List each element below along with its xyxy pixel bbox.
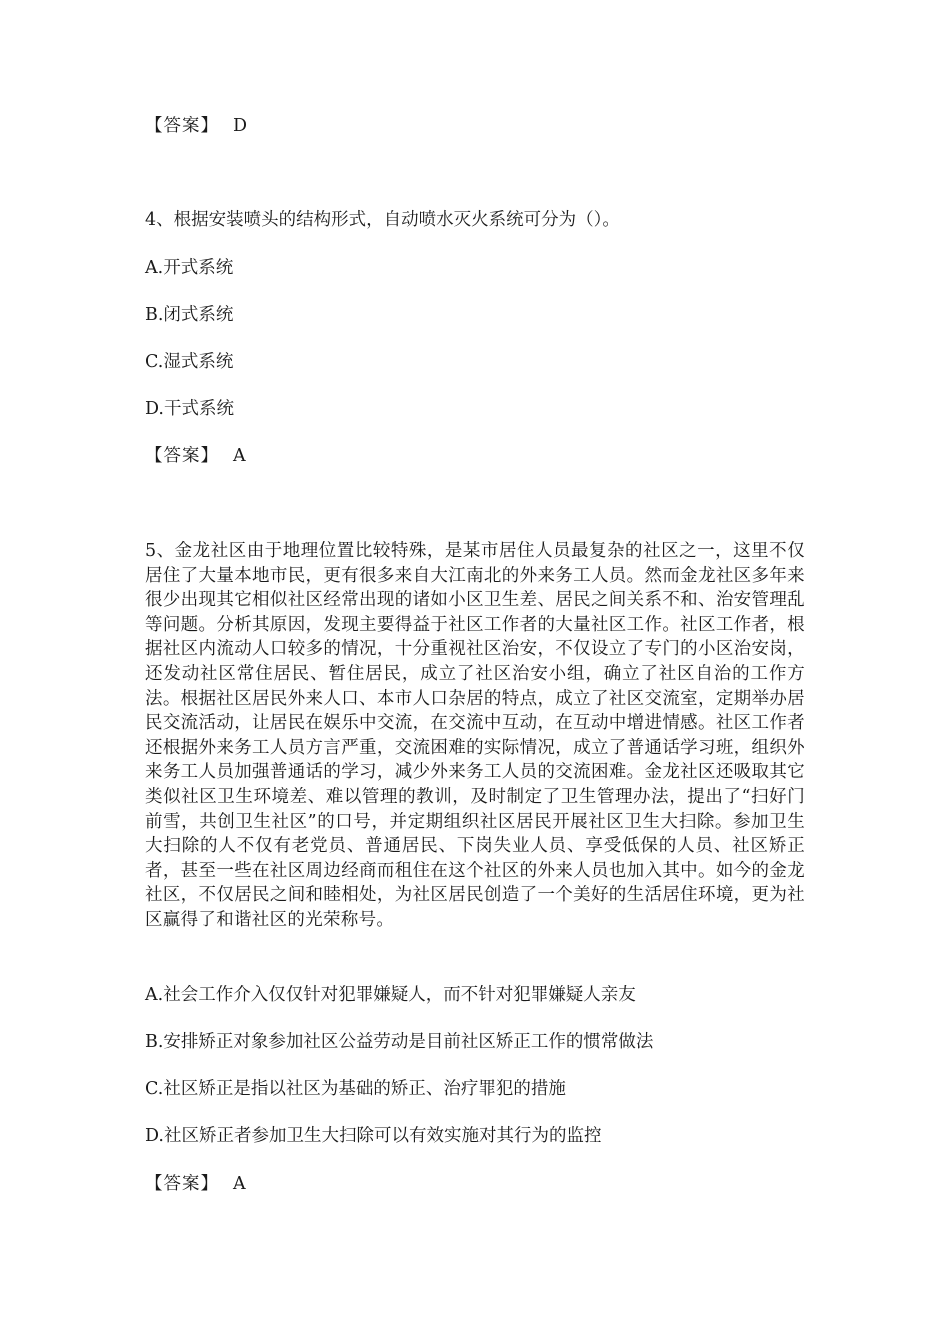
question-4-option-b: B.闭式系统 xyxy=(145,305,234,325)
answer-q4 xyxy=(145,444,246,468)
answer-value: A xyxy=(233,1174,246,1194)
answer-label: 【答案】 xyxy=(145,116,219,136)
answer-q5 xyxy=(145,1172,246,1196)
answer-q3 xyxy=(145,114,247,138)
answer-value: D xyxy=(233,116,248,136)
question-5-option-d: D.社区矫正者参加卫生大扫除可以有效实施对其行为的监控 xyxy=(145,1126,602,1146)
question-5-option-b: B.安排矫正对象参加社区公益劳动是目前社区矫正工作的惯常做法 xyxy=(145,1032,654,1052)
answer-label: 【答案】 xyxy=(145,1174,219,1194)
answer-label: 【答案】 xyxy=(145,446,219,466)
question-4-stem: 4、根据安装喷头的结构形式，自动喷水灭火系统可分为（）。 xyxy=(145,210,620,230)
question-5-stem: 5、金龙社区由于地理位置比较特殊，是某市居住人员最复杂的社区之一，这里不仅居住了大量本地市民，更有很多来自大江南北的外来务工人员。然而金龙社区多年来很少出现其它相似社区经常出现的诸如小区卫生差、居民之间关系不和、治安管理乱等问题。分析其原因，发现主要得益于社区工作者的大量社区工作。社区工作者，根据社区内流动人口较多的情况，十分重视社区治安，不仅设立了专门的小区治安岗，还发动社区常住居民、暂住居民，成立了社区治安小组，确立了社区自治的工作方法。根据社区居民外来人口、本市人口杂居的特点，成立了社区交流室，定期举办居民交流活动，让居民在娱乐中交流，在交流中互动，在互动中增进情感。社区工作者还根据外来务工人员方言严重，交流困难的实际情况，成立了普通话学习班，组织外来务工人员加强普通话的学习，减少外来务工人员的交流困难。金龙社区还吸取其它类似社区卫生环境差、难以管理的教训，及时制定了卫生管理办法，提出了“扫好门前雪，共创卫生社区”的口号，并定期组织社区居民开展社区卫生大扫除。参加卫生大扫除的人不仅有老党员、普通居民、下岗失业人员、享受低保的人员、社区矫正者，甚至一些在社区周边经商而租住在这个社区的外来人员也加入其中。如今的金龙社区，不仅居民之间和睦相处，为社区居民创造了一个美好的生活居住环境，更为社区赢得了和谐社区的光荣称号。 xyxy=(145,541,805,930)
question-4-option-a: A.开式系统 xyxy=(145,258,234,278)
answer-value: A xyxy=(233,446,246,466)
question-4-option-d: D.干式系统 xyxy=(145,399,234,419)
question-4-option-c: C.湿式系统 xyxy=(145,352,234,372)
question-5-option-a: A.社会工作介入仅仅针对犯罪嫌疑人，而不针对犯罪嫌疑人亲友 xyxy=(145,985,636,1005)
question-5-option-c: C.社区矫正是指以社区为基础的矫正、治疗罪犯的措施 xyxy=(145,1079,566,1099)
